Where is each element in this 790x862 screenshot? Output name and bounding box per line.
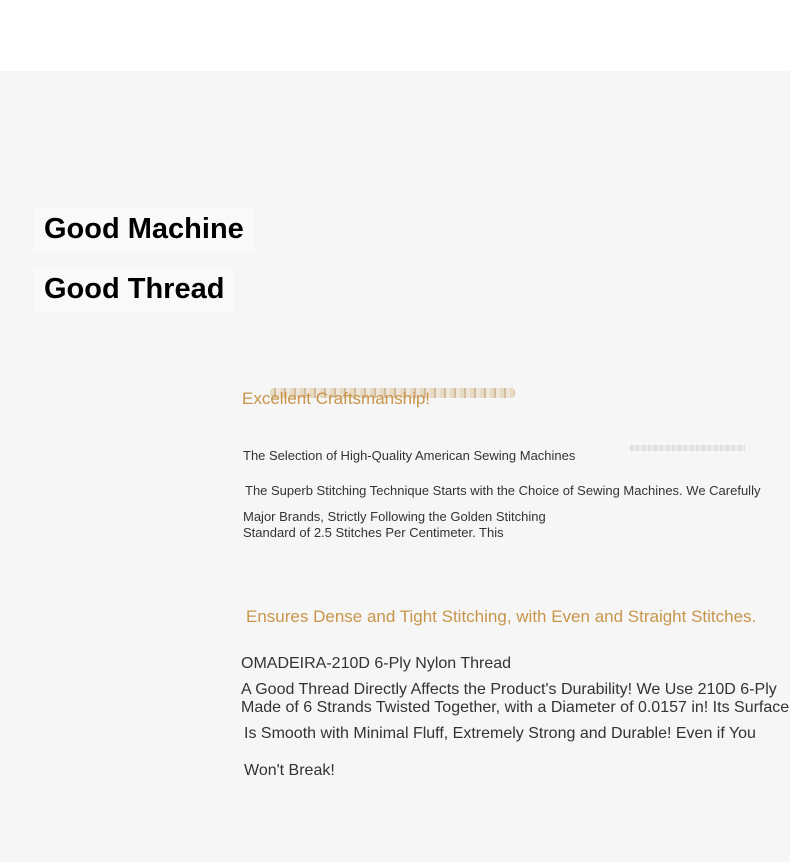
thread-text-line-4: Won't Break!	[244, 762, 335, 779]
ensures-stitching-text: Ensures Dense and Tight Stitching, with Even and Straight Stitches.	[246, 607, 757, 626]
decorative-faint-strip	[630, 445, 745, 451]
top-band	[0, 0, 790, 71]
good-machine-heading: Good Machine	[34, 207, 254, 252]
selection-text: The Selection of High-Quality American Sewing Machines	[243, 448, 576, 463]
thread-text-line-2: Made of 6 Strands Twisted Together, with a Diameter of 0.0157 in! Its Surface	[241, 699, 790, 716]
brands-text-line-1: Major Brands, Strictly Following the Golden Stitching	[243, 509, 546, 524]
thread-text-line-3: Is Smooth with Minimal Fluff, Extremely Strong and Durable! Even if You	[244, 725, 756, 742]
thread-name: OMADEIRA-210D 6-Ply Nylon Thread	[241, 655, 512, 672]
brands-text-line-2: Standard of 2.5 Stitches Per Centimeter. This	[243, 525, 504, 540]
superb-technique-text: The Superb Stitching Technique Starts with the Choice of Sewing Machines. We Carefully	[245, 483, 761, 498]
content-area	[0, 71, 790, 862]
craftsmanship-title: Excellent Craftsmanship!	[242, 389, 431, 408]
thread-text-line-1: A Good Thread Directly Affects the Product's Durability! We Use 210D 6-Ply	[241, 681, 777, 698]
good-thread-heading: Good Thread	[34, 267, 234, 312]
